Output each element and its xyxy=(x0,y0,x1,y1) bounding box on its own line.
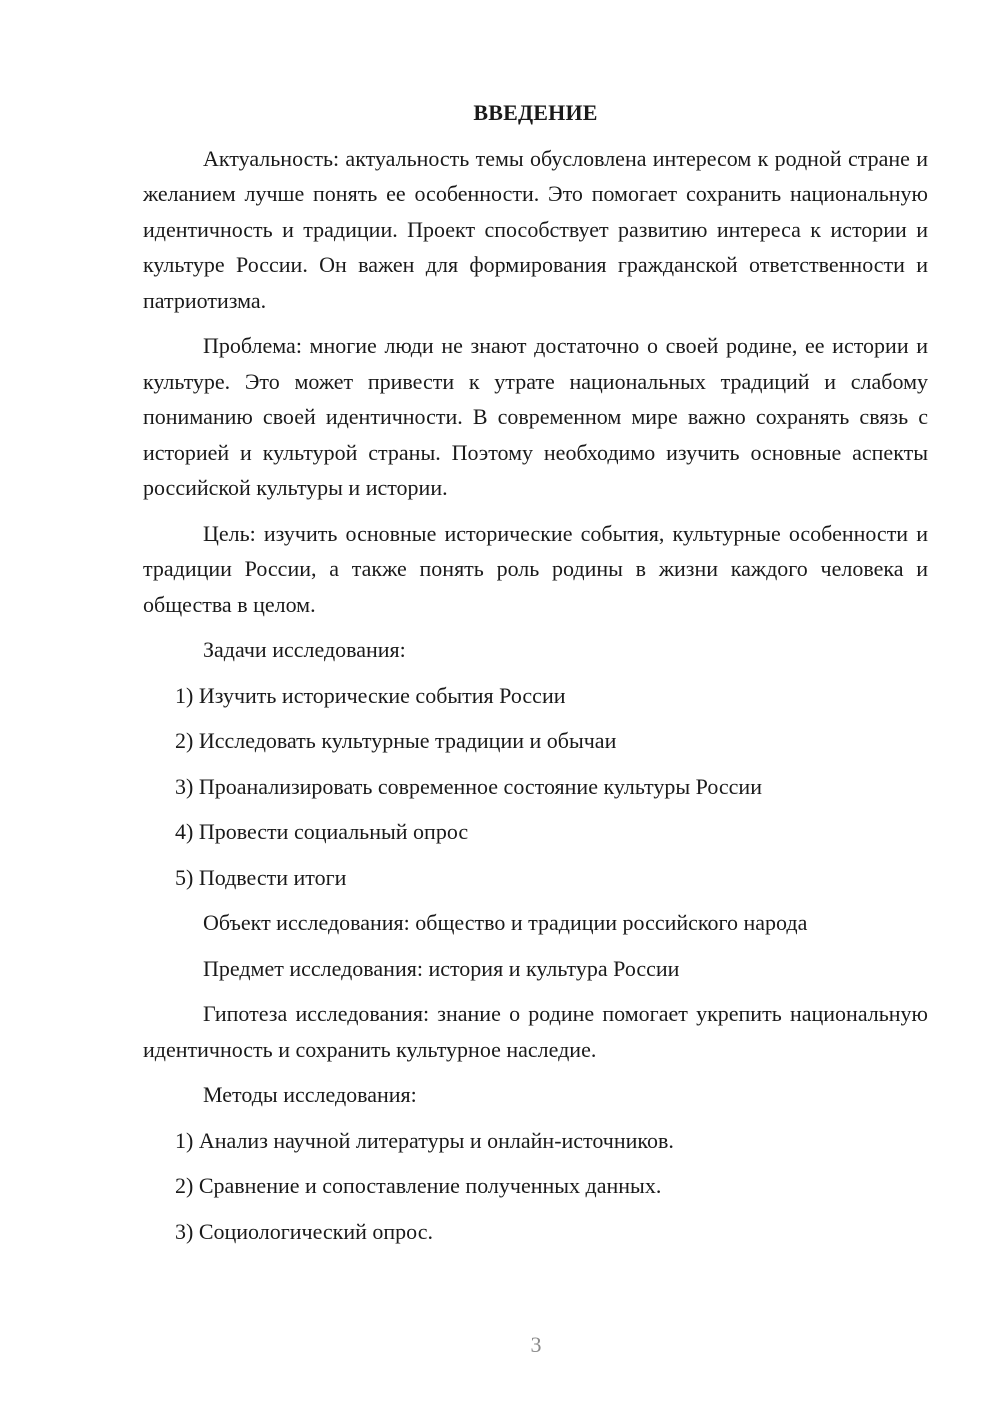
research-hypothesis: Гипотеза исследования: знание о родине помогает укрепить национальную идентичность и сохранить культурное наследие. xyxy=(143,1001,928,1062)
methods-heading: Методы исследования: xyxy=(203,1082,417,1107)
method-item: 3) Социологический опрос. xyxy=(175,1218,433,1244)
page-title: ВВЕДЕНИЕ xyxy=(473,100,598,125)
tasks-list xyxy=(143,678,928,896)
task-item: 5) Подвести итоги xyxy=(175,864,347,890)
page-number: 3 xyxy=(530,1332,542,1357)
document-body xyxy=(143,95,928,1259)
problem-paragraph: Проблема: многие люди не знают достаточно о своей родине, ее истории и культуре. Это может привести к утрате национальных традиций и слабому пониманию своей идентичности. В современном мире важно сохранять связь с историей и культурой страны. Поэтому необходимо изучить основные аспекты российской культуры и истории. xyxy=(143,333,928,500)
goal-paragraph: Цель: изучить основные исторические события, культурные особенности и традиции России, а также понять роль родины в жизни каждого человека и общества в целом. xyxy=(143,520,928,617)
research-subject: Предмет исследования: история и культура России xyxy=(203,955,680,981)
method-item: 1) Анализ научной литературы и онлайн-источников. xyxy=(175,1127,674,1153)
task-item: 1) Изучить исторические события России xyxy=(175,682,566,708)
method-item: 2) Сравнение и сопоставление полученных данных. xyxy=(175,1173,662,1198)
tasks-heading: Задачи исследования: xyxy=(203,637,406,662)
research-object: Объект исследования: общество и традиции российского народа xyxy=(203,910,808,935)
task-item: 2) Исследовать культурные традиции и обычаи xyxy=(175,728,617,753)
task-item: 3) Проанализировать современное состояние культуры России xyxy=(175,773,762,799)
relevance-paragraph: Актуальность: актуальность темы обусловлена интересом к родной стране и желанием лучше понять ее особенности. Это помогает сохранить национальную идентичность и традиции. Проект способствует развитию интереса к истории и культуре России. Он важен для формирования гражданской ответственности и патриотизма. xyxy=(143,145,928,313)
methods-list xyxy=(143,1123,928,1250)
task-item: 4) Провести социальный опрос xyxy=(175,819,469,844)
